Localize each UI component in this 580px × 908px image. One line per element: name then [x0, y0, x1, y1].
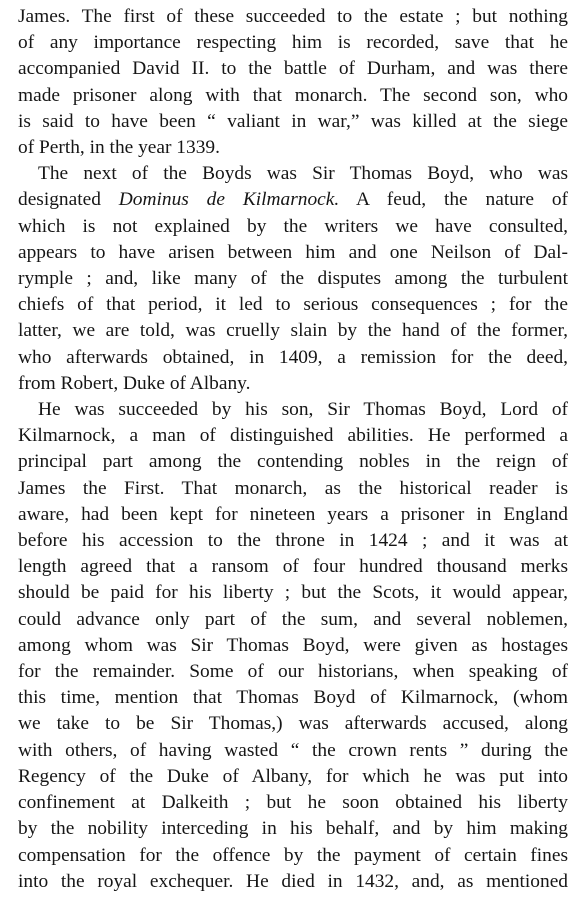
text-line: could advance only part of the sum, and several noblemen, [18, 608, 568, 630]
text-line: is said to have been “ valiant in war,” was killed at the siege [18, 110, 568, 132]
text-line: from Robert, Duke of Albany. [18, 372, 251, 394]
text-line: aware, had been kept for nineteen years a prisoner in England [18, 503, 568, 525]
text-line: The next of the Boyds was Sir Thomas Boyd, who was [38, 163, 568, 185]
text-line: accompanied David II. to the battle of Durham, and was there [18, 58, 568, 80]
text-line: principal part among the contending nobles in the reign of [18, 451, 568, 473]
text-line [18, 187, 568, 213]
text-line: by the nobility interceding in his behalf, and by him making [18, 818, 568, 840]
text-line: made prisoner along with that monarch. The second son, who [18, 84, 568, 106]
text-line: confinement at Dalkeith ; but he soon obtained his liberty [18, 792, 568, 814]
text-line: latter, we are told, was cruelly slain by the hand of the former, [18, 320, 568, 342]
text-line: we take to be Sir Thomas,) was afterwards accused, along [18, 713, 568, 735]
text-line: length agreed that a ransom of four hundred thousand merks [18, 556, 568, 578]
text-line: for the remainder. Some of our historians, when speaking of [18, 661, 568, 683]
text-line: who afterwards obtained, in 1409, a remission for the deed, [18, 346, 568, 368]
text-line: James. The first of these succeeded to the estate ; but nothing [18, 6, 568, 27]
text-line: He was succeeded by his son, Sir Thomas Boyd, Lord of [38, 399, 568, 421]
paragraph-3 [18, 397, 568, 895]
text-line: Kilmarnock, a man of distinguished abilities. He performed a [18, 425, 568, 447]
text-line: rymple ; and, like many of the disputes among the turbulent [18, 268, 568, 290]
text-line: of Perth, in the year 1339. [18, 137, 220, 159]
italic-title: Dominus de Kilmarnock. [118, 189, 340, 211]
text-line: chiefs of that period, it led to serious consequences ; for the [18, 294, 568, 316]
text-line: of any importance respecting him is recorded, save that he [18, 32, 568, 54]
text-span: A feud, the nature of [339, 189, 568, 211]
text-line: before his accession to the throne in 1424 ; and it was at [18, 530, 568, 552]
text-line: should be paid for his liberty ; but the Scots, it would appear, [18, 582, 568, 604]
text-line: appears to have arisen between him and one Neilson of Dal- [18, 241, 568, 263]
text-line: this time, mention that Thomas Boyd of Kilmarnock, (whom [18, 687, 568, 709]
text-line: James the First. That monarch, as the historical reader is [18, 477, 568, 499]
text-line: Regency of the Duke of Albany, for which he was put into [18, 765, 568, 787]
text-line: among whom was Sir Thomas Boyd, were given as hostages [18, 634, 568, 656]
paragraph-1 [18, 4, 568, 161]
text-span: designated [18, 189, 119, 211]
paragraph-2 [18, 161, 568, 397]
text-line: into the royal exchequer. He died in 1432, and, as mentioned [18, 870, 568, 892]
text-line: compensation for the offence by the payment of certain fines [18, 844, 568, 866]
text-line: with others, of having wasted “ the crown rents ” during the [18, 739, 568, 761]
text-line: which is not explained by the writers we have consulted, [18, 215, 568, 237]
